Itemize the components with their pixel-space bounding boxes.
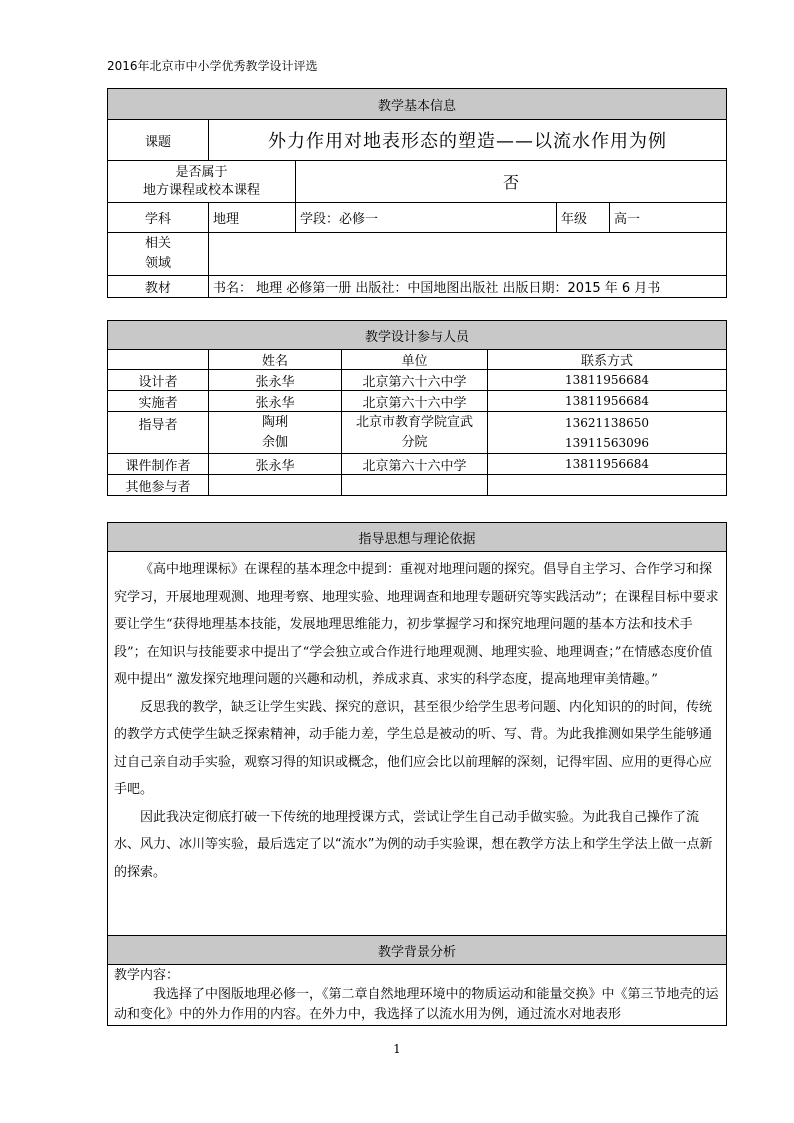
table-row (108, 370, 727, 391)
participant-unit: 北京第六十六中学 (342, 391, 488, 412)
grade-value: 高一 (610, 203, 727, 233)
local-course-label (108, 161, 296, 203)
local-label-line1: 是否属于 (175, 164, 228, 180)
participant-role: 课件制作者 (108, 454, 209, 475)
local-course-value: 否 (296, 161, 727, 203)
participant-contact: 13811956684 (488, 391, 727, 412)
participants-title: 教学设计参与人员 (108, 321, 727, 350)
participant-unit (342, 475, 488, 496)
participant-contact (488, 412, 727, 454)
page-number: 1 (393, 1042, 401, 1056)
table-row (108, 454, 727, 475)
course-value: 外力作用对地表形态的塑造——以流水作用为例 (209, 120, 727, 161)
guidance-table (107, 522, 727, 1026)
participant-role: 指导者 (108, 412, 209, 454)
subject-value: 地理 (209, 203, 296, 233)
participant-unit: 北京第六十六中学 (342, 370, 488, 391)
subject-label: 学科 (108, 203, 209, 233)
participants-table (107, 320, 727, 496)
participant-contact: 13811956684 (488, 454, 727, 475)
table-row (108, 391, 727, 412)
participant-contact: 13811956684 (488, 370, 727, 391)
related-label (108, 233, 209, 276)
local-label-line2: 地方课程或校本课程 (142, 182, 260, 198)
participants-header-role (108, 350, 209, 370)
background-title: 教学背景分析 (108, 936, 727, 965)
related-label-line2: 领域 (144, 256, 171, 271)
guidance-paragraph-2: 反思我的教学，缺乏让学生实践、探究的意识，甚至很少给学生思考问题、内化知识的的时间，传统的教学方式使学生缺乏探索精神，动手能力差，学生总是被动的听、写、背。为此我推测如果学生能够通过自己亲自动手实验，观察习得的知识或概念，他们应会比以前理解的深刻，记得牢固、应用的更得心应手吧。 (114, 699, 713, 797)
background-sub-label: 教学内容： (114, 968, 180, 983)
basic-info-title: 教学基本信息 (108, 89, 727, 120)
participant-name: 张永华 (209, 370, 342, 391)
course-label: 课题 (108, 120, 209, 161)
participant-unit: 北京第六十六中学 (342, 454, 488, 475)
guidance-body (108, 552, 727, 936)
grade-label: 年级 (557, 203, 610, 233)
participant-name-line1: 陶琍 (261, 414, 288, 430)
participant-role: 其他参与者 (108, 475, 209, 496)
table-row (108, 412, 727, 454)
participants-header-name: 姓名 (209, 350, 342, 370)
participant-unit-line1: 北京市教育学院宣武 (355, 414, 473, 430)
participant-contact-line2: 13911563096 (565, 435, 649, 450)
related-value (209, 233, 727, 276)
background-paragraph-1: 我选择了中图版地理必修一，《第二章自然地理环境中的物质运动和能量交换》中《第三节地壳的运动和变化》中的外力作用的内容。在外力中，我选择了以流水用为例，通过流水对地表形 (114, 987, 719, 1022)
participant-role: 实施者 (108, 391, 209, 412)
participant-name-line2: 余伽 (261, 434, 288, 450)
participant-role: 设计者 (108, 370, 209, 391)
textbook-value: 书名： 地理 必修第一册 出版社：中国地图出版社 出版日期：2015 年 6 月书 (209, 276, 727, 298)
participant-name: 张永华 (209, 391, 342, 412)
guidance-paragraph-1: 《高中地理课标》在课程的基本理念中提到：重视对地理问题的探究。倡导自主学习、合作学习和探究学习，开展地理观测、地理考察、地理实验、地理调查和地理专题研究等实践活动”；在课程目标中要求要让学生“获得地理基本技能，发展地理思维能力，初步掌握学习和探究地理问题的基本方法和技术手段”；在知识与技能要求中提出了“学会独立或合作进行地理观测、地理实验、地理调查；”在情感态度价值观中提出“ 激发探究地理问题的兴趣和动机，养成求真、求实的科学态度，提高地理审美情趣。” (114, 562, 719, 687)
participant-name (209, 475, 342, 496)
participants-header-contact: 联系方式 (488, 350, 727, 370)
participant-contact-line1: 13621138650 (565, 415, 649, 430)
background-body (108, 965, 727, 1026)
related-label-line1: 相关 (144, 236, 171, 251)
table-row (108, 475, 727, 496)
guidance-title: 指导思想与理论依据 (108, 523, 727, 552)
participants-header-unit: 单位 (342, 350, 488, 370)
guidance-paragraph-3: 因此我决定彻底打破一下传统的地理授课方式，尝试让学生自己动手做实验。为此我自己操作了流水、风力、冰川等实验，最后选定了以“流水”为例的动手实验课，想在教学方法上和学生学法上做一点新的探索。 (114, 809, 713, 880)
participant-name (209, 412, 342, 454)
participant-unit-line2: 分院 (401, 434, 428, 450)
participant-contact (488, 475, 727, 496)
basic-info-table (107, 88, 727, 298)
participant-name: 张永华 (209, 454, 342, 475)
stage-text: 学段：必修一 (296, 203, 557, 233)
textbook-label: 教材 (108, 276, 209, 298)
header-note: 2016年北京市中小学优秀教学设计评选 (107, 59, 318, 73)
participant-unit (342, 412, 488, 454)
